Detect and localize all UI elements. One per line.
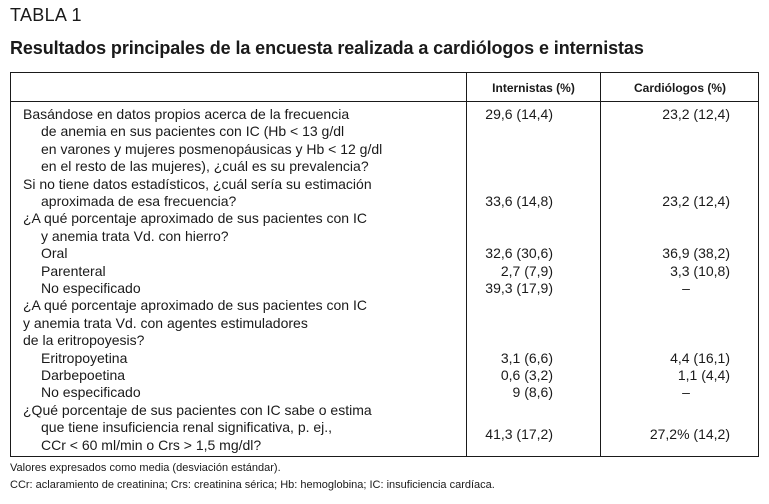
table-row [0,123,769,140]
table-row [0,280,769,297]
row-label: ¿A qué porcentaje aproximado de sus pacientes con IC [23,297,367,314]
row-label: Oral [41,245,68,262]
cell-internistas: 3,1 (6,6) [500,349,553,366]
table-row [0,332,769,349]
header-internistas: Internistas (%) [492,81,575,95]
cell-cardiologos: – [682,384,690,401]
table-row [0,367,769,384]
cell-cardiologos: 3,3 (10,8) [670,262,730,279]
table-label: TABLA 1 [10,5,82,25]
table-row-last-values [0,426,769,443]
footnote-abbreviations: CCr: aclaramiento de creatinina; Crs: creatinina sérica; Hb: hemoglobina; IC: insuficiencia cardíaca. [10,479,495,491]
table-row [0,263,769,280]
table-row [0,315,769,332]
row-label: Eritropoyetina [41,349,128,366]
cell-cardiologos: 1,1 (4,4) [677,367,730,383]
row-label: y anemia trata Vd. con hierro? [41,227,229,244]
header-cardiologos: Cardiólogos (%) [634,81,726,95]
cell-internistas: 9 (8,6) [512,384,553,401]
table-row [0,297,769,314]
table-row [0,210,769,227]
table-row [0,106,769,123]
table-row [0,141,769,158]
row-label: Darbepoetina [41,367,126,383]
table-row [0,193,769,210]
table-title: Resultados principales de la encuesta realizada a cardiólogos e internistas [10,38,644,58]
row-label: en el resto de las mujeres), ¿cuál es su prevalencia? [41,158,369,175]
table-row [0,228,769,245]
footnote-values: Valores expresados como media (desviación estándar). [10,462,281,474]
cell-cardiologos: 36,9 (38,2) [662,245,730,262]
cell-internistas: 41,3 (17,2) [485,426,553,442]
table-row [0,402,769,419]
cell-cardiologos: 4,4 (16,1) [670,349,730,366]
row-label: que tiene insuficiencia renal significativa, p. ej., [41,419,333,436]
cell-internistas: 0,6 (3,2) [500,367,553,383]
row-label: ¿A qué porcentaje aproximado de sus pacientes con IC [23,210,367,227]
table-row [0,384,769,401]
row-label: Basándose en datos propios acerca de la frecuencia [23,106,350,122]
table-row [0,245,769,262]
row-label: Parenteral [41,262,106,279]
header-divider [10,101,759,102]
row-label: en varones y mujeres posmenopáusicas y Hb < 12 g/dl [41,140,383,157]
row-label: ¿Qué porcentaje de sus pacientes con IC sabe o estima [23,401,372,418]
row-label: de anemia en sus pacientes con IC (Hb < 13 g/dl [41,123,345,140]
row-label: Si no tiene datos estadísticos, ¿cuál sería su estimación [23,175,372,192]
row-label: de la eritropoyesis? [23,332,145,349]
cell-internistas: 33,6 (14,8) [485,193,553,209]
cell-cardiologos: 27,2% (14,2) [649,426,730,442]
cell-internistas: 29,6 (14,4) [485,106,553,122]
row-label: y anemia trata Vd. con agentes estimuladores [23,314,308,331]
row-label: aproximada de esa frecuencia? [41,193,237,209]
cell-internistas: 2,7 (7,9) [500,262,553,279]
row-label: No especificado [41,280,141,296]
row-label: CCr < 60 ml/min o Crs > 1,5 mg/dl? [41,436,262,453]
table-row [0,176,769,193]
table-row [0,158,769,175]
row-label: No especificado [41,384,141,401]
cell-cardiologos: 23,2 (12,4) [662,106,730,122]
cell-internistas: 39,3 (17,9) [485,280,553,296]
cell-cardiologos: 23,2 (12,4) [662,193,730,209]
cell-internistas: 32,6 (30,6) [485,245,553,262]
cell-cardiologos: – [682,280,690,296]
table-row [0,350,769,367]
